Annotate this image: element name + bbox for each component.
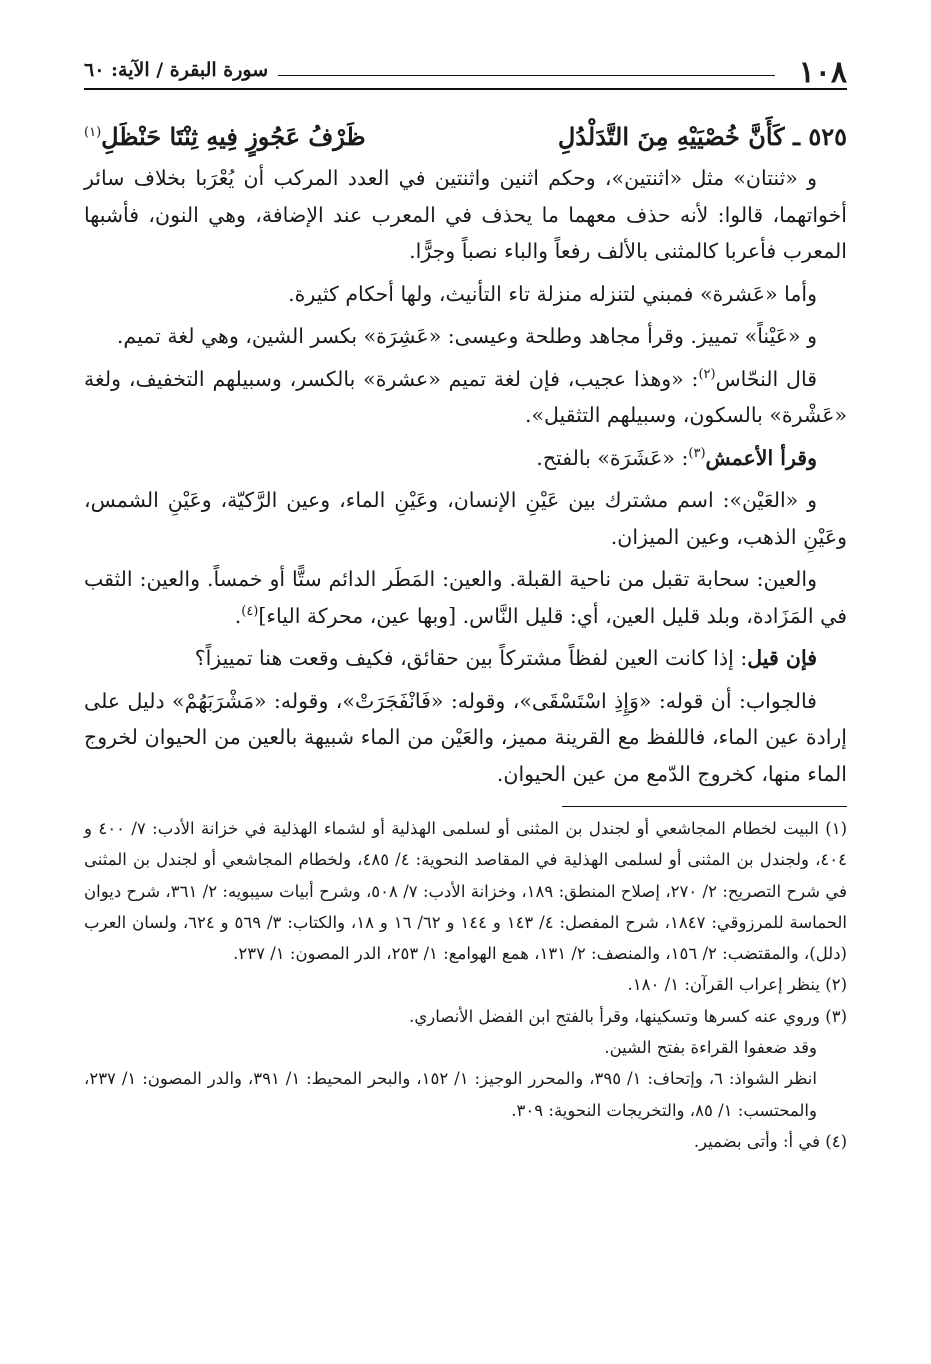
paragraph-9: فالجواب: أن قوله: «وَإِذِ اسْتَسْقَى»، وقوله: «فَانْفَجَرَتْ»، وقوله: «مَشْرَبَهُمْ» دليل على إرادة عين الماء، فاللفظ مع القرينة مميز، والعَيْن من الماء شبيهة بالعين من الحيوان لخروج الماء منها، كخروج الدّمع من عين الحيوان.	[84, 688, 847, 786]
book-page	[84, 40, 847, 1344]
paragraph-5-text: : «عَشَرَة» بالفتح.	[536, 445, 689, 470]
paragraph-8-lead: فإن قيل	[747, 646, 817, 670]
footnote-2: (٢) ينظر إعراب القرآن: ١/ ١٨٠.	[627, 975, 847, 995]
verse-first-half	[558, 120, 847, 154]
paragraph-5-lead: وقرأ الأعمش	[705, 445, 817, 470]
poetry-verse	[84, 120, 847, 154]
surah-title: سورة البقرة / الآية: ٦٠	[84, 59, 269, 81]
footnote-ref-3: (٣)	[688, 445, 706, 461]
footnote-ref-2: (٢)	[698, 366, 716, 382]
main-text	[84, 160, 847, 792]
footnote-ref-4: (٤)	[241, 603, 259, 619]
verse-second-half-text: ظَرْفُ عَجُوزٍ فِيهِ ثِنْتَا حَنْظَلِ	[101, 122, 366, 151]
footnote-3-sources: انظر الشواذ: ٦، وإتحاف: ١/ ٣٩٥، والمحرر الوجيز: ١/ ١٥٢، والبحر المحيط: ١/ ٣٩١، والدر المصون: ١/ ٢٣٧، والمحتسب: ١/ ٨٥، والتخريجات النحوية: ٣٠٩.	[84, 1069, 817, 1120]
footnote-ref-1: (١)	[84, 125, 102, 140]
paragraph-3: و «عَيْناً» تمييز. وقرأ مجاهد وطلحة وعيسى: «عَشِرَة» بكسر الشين، وهي لغة تميم.	[116, 324, 817, 348]
paragraph-8-text: : إذا كانت العين لفظاً مشتركاً بين حقائق، فكيف وقعت هنا تمييزاً؟	[194, 646, 748, 670]
paragraph-7-end: .	[234, 603, 242, 628]
verse-second-half	[84, 120, 366, 154]
paragraph-7	[84, 561, 847, 634]
header-rule	[278, 75, 775, 76]
paragraph-2: وأما «عَشرة» فمبني لتنزله منزلة تاء التأنيث، ولها أحكام كثيرة.	[288, 281, 817, 306]
paragraph-5	[84, 440, 847, 477]
running-header	[84, 40, 847, 90]
paragraph-8	[84, 640, 847, 677]
paragraph-4-lead: قال النحّاس	[715, 366, 817, 391]
paragraph-1: و «ثنتان» مثل «اثنتين»، وحكم اثنين واثنتين في العدد المركب أن يُعْرَبا بخلاف سائر أخواتهما، قالوا: لأنه حذف معهما ما يحذف في المعرب عند الإضافة، وهي النون، فأشبها المعرب فأعربا كالمثنى بالألف رفعاً والباء نصباً وجرًّا.	[84, 166, 847, 263]
paragraph-7-text: والعين: سحابة تقبل من ناحية القبلة. والعين: المَطَر الدائم ستًّا أو خمساً. والعين: الثقب في المَزَادة، وبلد قليل العين، أي: قليل النَّاس. [وبها عين، محركة الياء]	[84, 567, 847, 628]
paragraph-4-text: : «وهذا عجيب، فإن لغة تميم «عشرة» بالكسر، وسبيلهم التخفيف، ولغة «عَشْرة» بالسكون، وسبيلهم التثقيل».	[84, 366, 847, 427]
footnote-3: (٣) وروي عنه كسرها وتسكينها، وقرأ بالفتح ابن الفضل الأنصاري.	[409, 1006, 847, 1026]
paragraph-6: و «العَيْن»: اسم مشترك بين عَيْنِ الإنسان، وعَيْنِ الماء، وعين الرَّكيّة، وعَيْنِ الشمس، وعَيْنِ الذهب، وعين الميزان.	[84, 488, 847, 549]
footnote-4: (٤) في أ: وأتى بضمير.	[693, 1131, 847, 1151]
footnote-separator	[562, 806, 847, 807]
footnote-3-note: وقد ضعفوا القراءة بفتح الشين.	[604, 1038, 817, 1058]
footnotes	[84, 813, 847, 1157]
page-number: ١٠٨	[798, 55, 847, 90]
verse-number: ٥٢٥ ـ	[792, 122, 847, 151]
verse-first-half-text: كَأَنَّ خُصْيَيْهِ مِنَ التَّدَلْدُلِ	[557, 122, 785, 151]
paragraph-4	[84, 361, 847, 434]
footnote-1: (١) البيت لخطام المجاشعي أو لجندل بن المثنى أو لسلمى الهذلية أو لشماء الهذلية في خزانة الأدب: ٧/ ٤٠٠ و ٤٠٤، ولجندل بن المثنى أو لسلمى الهذلية في المقاصد النحوية: ٤/ ٤٨٥، ولخطام المجاشعي أو لجندل بن المثنى في شرح التصريح: ٢/ ٢٧٠، إصلاح المنطق: ١٨٩، وخزانة الأدب: ٧/ ٥٠٨، وشرح أبيات سيبويه: ٢/ ٣٦١، شرح ديوان الحماسة للمرزوقي: ١٨٤٧، شرح المفصل: ٤/ ١٤٣ و ١٤٤ و ٦٢/ ١٦ و ١٨، والكتاب: ٣/ ٥٦٩ و ٦٢٤، ولسان العرب (دلل)، والمقتضب: ٢/ ١٥٦، والمنصف: ٢/ ١٣١، همع الهوامع: ١/ ٢٥٣، الدر المصون: ١/ ٢٣٧.	[84, 819, 848, 964]
